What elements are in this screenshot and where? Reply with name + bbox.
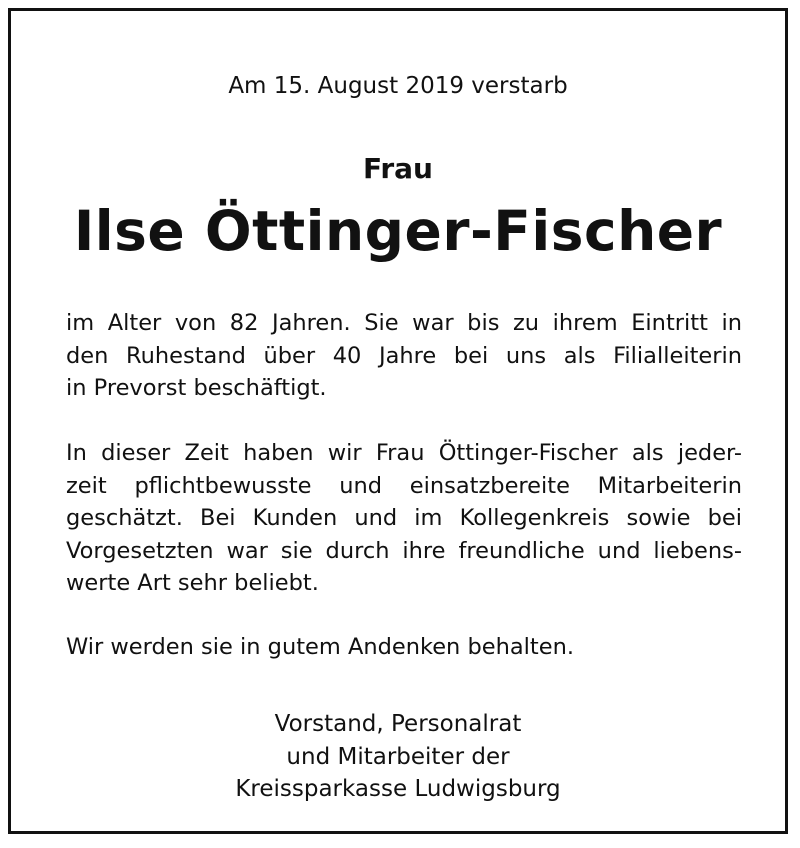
signature-block bbox=[11, 708, 785, 806]
text-line: werte Art sehr beliebt. bbox=[66, 570, 319, 596]
text-line: Vorgesetzten war sie durch ihre freundliche und liebens- bbox=[66, 537, 742, 564]
text-line: in Prevorst beschäftigt. bbox=[66, 375, 327, 401]
intro-line: Am 15. August 2019 verstarb bbox=[228, 73, 568, 99]
paragraph-remembrance bbox=[66, 631, 742, 664]
signature-line: und Mitarbeiter der bbox=[286, 743, 510, 770]
text-line: zeit pflichtbewusste und einsatzbereite Mitarbeiterin bbox=[66, 472, 742, 499]
text-line: im Alter von 82 Jahren. Sie war bis zu ihrem Eintritt in bbox=[66, 310, 742, 336]
obituary-notice bbox=[8, 8, 788, 834]
text-line: Wir werden sie in gutem Andenken behalten. bbox=[66, 634, 574, 660]
text-line: den Ruhestand über 40 Jahre bei uns als Filialleiterin bbox=[66, 342, 742, 369]
deceased-name: Ilse Öttinger-Fischer bbox=[73, 199, 723, 263]
paragraph-career bbox=[66, 307, 742, 405]
text-line: geschätzt. Bei Kunden und im Kollegenkreis sowie bei bbox=[66, 505, 742, 531]
signature-line: Kreissparkasse Ludwigsburg bbox=[235, 776, 561, 802]
text-line: In dieser Zeit haben wir Frau Öttinger-Fischer als jeder- bbox=[66, 440, 742, 466]
signature-line: Vorstand, Personalrat bbox=[274, 711, 522, 737]
paragraph-appreciation bbox=[66, 437, 742, 600]
salutation: Frau bbox=[363, 152, 433, 185]
